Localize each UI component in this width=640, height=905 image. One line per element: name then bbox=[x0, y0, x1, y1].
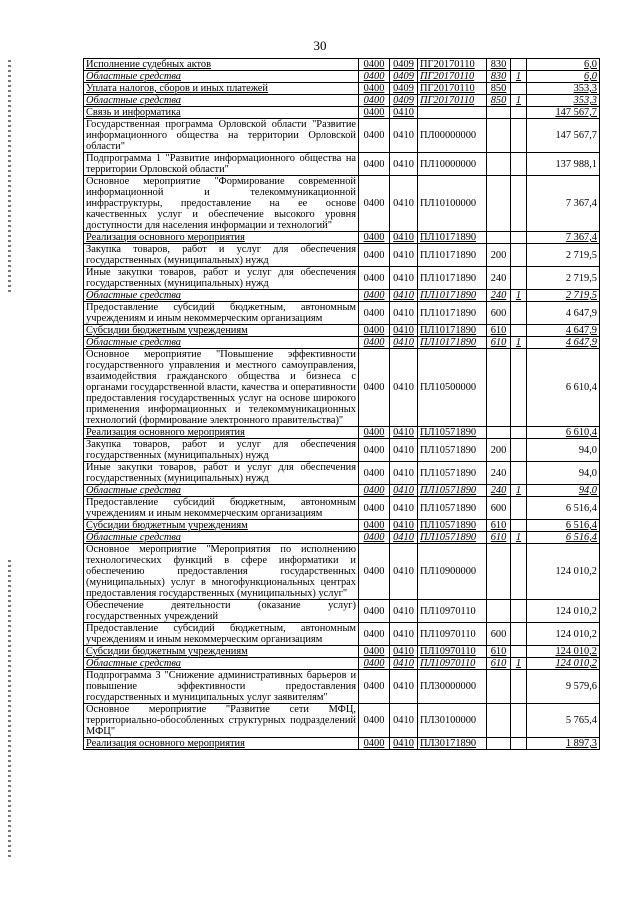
section-code: 0400 bbox=[359, 623, 390, 646]
table-row bbox=[84, 544, 600, 600]
subsection-code: 0410 bbox=[390, 119, 418, 153]
section-code: 0400 bbox=[359, 544, 390, 600]
target-article-code: ПЛ10171890 bbox=[418, 232, 487, 244]
subsection-code: 0409 bbox=[390, 83, 418, 95]
funding-source-code: 1 bbox=[511, 485, 527, 497]
target-article-code: ПЛ10171890 bbox=[418, 290, 487, 302]
table-row bbox=[84, 59, 600, 71]
subsection-code: 0410 bbox=[390, 439, 418, 462]
row-description: Уплата налогов, сборов и иных платежей bbox=[84, 83, 359, 95]
amount: 147 567,7 bbox=[527, 107, 600, 119]
subsection-code: 0410 bbox=[390, 600, 418, 623]
amount: 147 567,7 bbox=[527, 119, 600, 153]
table-row bbox=[84, 738, 600, 750]
row-description: Основное мероприятие "Мероприятия по исполнению технологических функций в сфере информатики и обеспечению предоставления государственных (муниципальных) услуг в многофункциональных центрах предоставления государственных (муниципальных) услуг" bbox=[84, 544, 359, 600]
subsection-code: 0410 bbox=[390, 520, 418, 532]
target-article-code: ПЛ10970110 bbox=[418, 600, 487, 623]
amount: 7 367,4 bbox=[527, 176, 600, 232]
row-description: Областные средства bbox=[84, 95, 359, 107]
table-row bbox=[84, 439, 600, 462]
expense-type-code bbox=[487, 107, 511, 119]
expense-type-code bbox=[487, 176, 511, 232]
amount: 6,0 bbox=[527, 71, 600, 83]
row-description: Предоставление субсидий бюджетным, автономным учреждениям и иным некоммерческим организациям bbox=[84, 302, 359, 325]
target-article-code: ПЛ10571890 bbox=[418, 532, 487, 544]
funding-source-code: 1 bbox=[511, 95, 527, 107]
target-article-code: ПГ20170110 bbox=[418, 95, 487, 107]
row-description: Областные средства bbox=[84, 532, 359, 544]
row-description: Реализация основного мероприятия bbox=[84, 738, 359, 750]
amount: 353,3 bbox=[527, 95, 600, 107]
subsection-code: 0409 bbox=[390, 59, 418, 71]
section-code: 0400 bbox=[359, 244, 390, 267]
page-number: 30 bbox=[313, 38, 327, 53]
target-article-code: ПЛ10171890 bbox=[418, 325, 487, 337]
expense-type-code: 610 bbox=[487, 325, 511, 337]
expense-type-code: 610 bbox=[487, 532, 511, 544]
row-description: Обеспечение деятельности (оказание услуг) государственных учреждений bbox=[84, 600, 359, 623]
funding-source-code bbox=[511, 497, 527, 520]
funding-source-code bbox=[511, 520, 527, 532]
funding-source-code bbox=[511, 349, 527, 427]
target-article-code: ПЛ30100000 bbox=[418, 704, 487, 738]
row-description: Областные средства bbox=[84, 485, 359, 497]
amount: 4 647,9 bbox=[527, 337, 600, 349]
funding-source-code bbox=[511, 232, 527, 244]
expense-type-code bbox=[487, 427, 511, 439]
funding-source-code: 1 bbox=[511, 337, 527, 349]
table-row bbox=[84, 119, 600, 153]
section-code: 0400 bbox=[359, 290, 390, 302]
table-row bbox=[84, 176, 600, 232]
section-code: 0400 bbox=[359, 176, 390, 232]
expense-type-code: 600 bbox=[487, 623, 511, 646]
expense-type-code: 610 bbox=[487, 646, 511, 658]
amount: 2 719,5 bbox=[527, 244, 600, 267]
funding-source-code: 1 bbox=[511, 658, 527, 670]
expense-type-code bbox=[487, 738, 511, 750]
section-code: 0400 bbox=[359, 337, 390, 349]
section-code: 0400 bbox=[359, 670, 390, 704]
funding-source-code bbox=[511, 738, 527, 750]
section-code: 0400 bbox=[359, 646, 390, 658]
expense-type-code: 610 bbox=[487, 658, 511, 670]
amount: 94,0 bbox=[527, 439, 600, 462]
expense-type-code: 240 bbox=[487, 462, 511, 485]
subsection-code: 0410 bbox=[390, 658, 418, 670]
table-row bbox=[84, 302, 600, 325]
amount: 6 516,4 bbox=[527, 520, 600, 532]
section-code: 0400 bbox=[359, 107, 390, 119]
section-code: 0400 bbox=[359, 267, 390, 290]
expense-type-code: 200 bbox=[487, 439, 511, 462]
target-article-code: ПЛ10571890 bbox=[418, 427, 487, 439]
target-article-code: ПЛ10970110 bbox=[418, 623, 487, 646]
amount: 124 010,2 bbox=[527, 623, 600, 646]
target-article-code: ПЛ30171890 bbox=[418, 738, 487, 750]
table-row bbox=[84, 427, 600, 439]
section-code: 0400 bbox=[359, 497, 390, 520]
expense-type-code bbox=[487, 349, 511, 427]
target-article-code: ПЛ10571890 bbox=[418, 497, 487, 520]
section-code: 0400 bbox=[359, 349, 390, 427]
table-row bbox=[84, 71, 600, 83]
section-code: 0400 bbox=[359, 119, 390, 153]
target-article-code: ПЛ10100000 bbox=[418, 176, 487, 232]
section-code: 0400 bbox=[359, 95, 390, 107]
row-description: Иные закупки товаров, работ и услуг для обеспечения государственных (муниципальных) нужд bbox=[84, 267, 359, 290]
subsection-code: 0409 bbox=[390, 95, 418, 107]
expense-type-code: 830 bbox=[487, 71, 511, 83]
section-code: 0400 bbox=[359, 325, 390, 337]
section-code: 0400 bbox=[359, 83, 390, 95]
funding-source-code: 1 bbox=[511, 71, 527, 83]
funding-source-code bbox=[511, 83, 527, 95]
subsection-code: 0410 bbox=[390, 623, 418, 646]
row-description: Основное мероприятие "Формирование современной информационной и телекоммуникационной инфраструктуры, предоставление на ее основе качественных услуг и обеспечение высокого уровня доступности для населения информации и технологий" bbox=[84, 176, 359, 232]
budget-table-body bbox=[84, 59, 600, 750]
expense-type-code: 850 bbox=[487, 83, 511, 95]
section-code: 0400 bbox=[359, 485, 390, 497]
binding-mark bbox=[8, 560, 11, 860]
target-article-code: ПЛ00000000 bbox=[418, 119, 487, 153]
target-article-code: ПЛ10571890 bbox=[418, 439, 487, 462]
amount: 124 010,2 bbox=[527, 646, 600, 658]
table-row bbox=[84, 623, 600, 646]
subsection-code: 0410 bbox=[390, 646, 418, 658]
target-article-code: ПЛ10571890 bbox=[418, 520, 487, 532]
row-description: Областные средства bbox=[84, 658, 359, 670]
table-row bbox=[84, 520, 600, 532]
subsection-code: 0410 bbox=[390, 349, 418, 427]
subsection-code: 0410 bbox=[390, 244, 418, 267]
subsection-code: 0410 bbox=[390, 427, 418, 439]
expense-type-code bbox=[487, 119, 511, 153]
subsection-code: 0409 bbox=[390, 71, 418, 83]
expense-type-code: 600 bbox=[487, 497, 511, 520]
subsection-code: 0410 bbox=[390, 302, 418, 325]
target-article-code: ПЛ10900000 bbox=[418, 544, 487, 600]
target-article-code: ПЛ10970110 bbox=[418, 646, 487, 658]
table-row bbox=[84, 532, 600, 544]
target-article-code: ПГ20170110 bbox=[418, 59, 487, 71]
target-article-code: ПЛ10500000 bbox=[418, 349, 487, 427]
amount: 2 719,5 bbox=[527, 290, 600, 302]
section-code: 0400 bbox=[359, 658, 390, 670]
section-code: 0400 bbox=[359, 532, 390, 544]
row-description: Предоставление субсидий бюджетным, автономным учреждениям и иным некоммерческим организациям bbox=[84, 497, 359, 520]
section-code: 0400 bbox=[359, 520, 390, 532]
amount: 353,3 bbox=[527, 83, 600, 95]
row-description: Субсидии бюджетным учреждениям bbox=[84, 646, 359, 658]
section-code: 0400 bbox=[359, 462, 390, 485]
section-code: 0400 bbox=[359, 59, 390, 71]
expense-type-code bbox=[487, 232, 511, 244]
subsection-code: 0410 bbox=[390, 670, 418, 704]
row-description: Областные средства bbox=[84, 290, 359, 302]
expense-type-code bbox=[487, 704, 511, 738]
funding-source-code bbox=[511, 439, 527, 462]
amount: 124 010,2 bbox=[527, 600, 600, 623]
row-description: Подпрограмма 3 "Снижение административных барьеров и повышение эффективности предоставления государственных и муниципальных услуг заявителям" bbox=[84, 670, 359, 704]
amount: 7 367,4 bbox=[527, 232, 600, 244]
section-code: 0400 bbox=[359, 439, 390, 462]
subsection-code: 0410 bbox=[390, 532, 418, 544]
subsection-code: 0410 bbox=[390, 176, 418, 232]
row-description: Подпрограмма 1 "Развитие информационного общества на территории Орловской области" bbox=[84, 153, 359, 176]
section-code: 0400 bbox=[359, 153, 390, 176]
row-description: Субсидии бюджетным учреждениям bbox=[84, 520, 359, 532]
target-article-code: ПЛ10000000 bbox=[418, 153, 487, 176]
expense-type-code: 200 bbox=[487, 244, 511, 267]
row-description: Государственная программа Орловской области "Развитие информационного общества на территории Орловской области" bbox=[84, 119, 359, 153]
amount: 6 516,4 bbox=[527, 532, 600, 544]
subsection-code: 0410 bbox=[390, 497, 418, 520]
table-row bbox=[84, 290, 600, 302]
funding-source-code bbox=[511, 544, 527, 600]
row-description: Предоставление субсидий бюджетным, автономным учреждениям и иным некоммерческим организациям bbox=[84, 623, 359, 646]
target-article-code: ПЛ10571890 bbox=[418, 485, 487, 497]
funding-source-code: 1 bbox=[511, 290, 527, 302]
budget-table bbox=[83, 58, 600, 750]
table-row bbox=[84, 244, 600, 267]
row-description: Субсидии бюджетным учреждениям bbox=[84, 325, 359, 337]
table-row bbox=[84, 670, 600, 704]
expense-type-code: 240 bbox=[487, 267, 511, 290]
target-article-code: ПЛ10171890 bbox=[418, 244, 487, 267]
subsection-code: 0410 bbox=[390, 485, 418, 497]
section-code: 0400 bbox=[359, 704, 390, 738]
row-description: Областные средства bbox=[84, 337, 359, 349]
target-article-code: ПГ20170110 bbox=[418, 71, 487, 83]
table-row bbox=[84, 153, 600, 176]
amount: 124 010,2 bbox=[527, 658, 600, 670]
subsection-code: 0410 bbox=[390, 704, 418, 738]
table-row bbox=[84, 349, 600, 427]
amount: 4 647,9 bbox=[527, 302, 600, 325]
subsection-code: 0410 bbox=[390, 267, 418, 290]
amount: 6 516,4 bbox=[527, 497, 600, 520]
target-article-code: ПГ20170110 bbox=[418, 83, 487, 95]
section-code: 0400 bbox=[359, 600, 390, 623]
amount: 6,0 bbox=[527, 59, 600, 71]
table-row bbox=[84, 704, 600, 738]
table-row bbox=[84, 337, 600, 349]
subsection-code: 0410 bbox=[390, 544, 418, 600]
funding-source-code bbox=[511, 646, 527, 658]
funding-source-code bbox=[511, 267, 527, 290]
table-row bbox=[84, 232, 600, 244]
funding-source-code bbox=[511, 325, 527, 337]
table-row bbox=[84, 462, 600, 485]
row-description: Реализация основного мероприятия bbox=[84, 427, 359, 439]
subsection-code: 0410 bbox=[390, 153, 418, 176]
row-description: Областные средства bbox=[84, 71, 359, 83]
section-code: 0400 bbox=[359, 427, 390, 439]
row-description: Основное мероприятие "Развитие сети МФЦ, территориально-обособленных структурных подразделений МФЦ" bbox=[84, 704, 359, 738]
funding-source-code bbox=[511, 244, 527, 267]
expense-type-code bbox=[487, 153, 511, 176]
subsection-code: 0410 bbox=[390, 337, 418, 349]
table-row bbox=[84, 646, 600, 658]
expense-type-code: 240 bbox=[487, 485, 511, 497]
row-description: Иные закупки товаров, работ и услуг для обеспечения государственных (муниципальных) нужд bbox=[84, 462, 359, 485]
table-row bbox=[84, 325, 600, 337]
row-description: Основное мероприятие "Повышение эффективности государственного управления и местного самоуправления, взаимодействия гражданского общества и бизнеса с органами государственной власти, качества и оперативности предоставления государственных услуг на основе широкого применения информационных и телекоммуникационных технологий (формирование электронного правительства)" bbox=[84, 349, 359, 427]
amount: 1 897,3 bbox=[527, 738, 600, 750]
row-description: Связь и информатика bbox=[84, 107, 359, 119]
target-article-code: ПЛ10571890 bbox=[418, 462, 487, 485]
amount: 137 988,1 bbox=[527, 153, 600, 176]
expense-type-code bbox=[487, 670, 511, 704]
subsection-code: 0410 bbox=[390, 462, 418, 485]
expense-type-code bbox=[487, 544, 511, 600]
row-description: Исполнение судебных актов bbox=[84, 59, 359, 71]
funding-source-code bbox=[511, 670, 527, 704]
row-description: Закупка товаров, работ и услуг для обеспечения государственных (муниципальных) нужд bbox=[84, 439, 359, 462]
expense-type-code: 610 bbox=[487, 520, 511, 532]
subsection-code: 0410 bbox=[390, 232, 418, 244]
amount: 124 010,2 bbox=[527, 544, 600, 600]
amount: 5 765,4 bbox=[527, 704, 600, 738]
amount: 6 610,4 bbox=[527, 349, 600, 427]
table-row bbox=[84, 600, 600, 623]
target-article-code: ПЛ10171890 bbox=[418, 337, 487, 349]
expense-type-code: 830 bbox=[487, 59, 511, 71]
section-code: 0400 bbox=[359, 302, 390, 325]
funding-source-code: 1 bbox=[511, 532, 527, 544]
amount: 6 610,4 bbox=[527, 427, 600, 439]
funding-source-code bbox=[511, 623, 527, 646]
funding-source-code bbox=[511, 462, 527, 485]
funding-source-code bbox=[511, 59, 527, 71]
row-description: Закупка товаров, работ и услуг для обеспечения государственных (муниципальных) нужд bbox=[84, 244, 359, 267]
expense-type-code: 850 bbox=[487, 95, 511, 107]
row-description: Реализация основного мероприятия bbox=[84, 232, 359, 244]
funding-source-code bbox=[511, 427, 527, 439]
section-code: 0400 bbox=[359, 232, 390, 244]
expense-type-code bbox=[487, 600, 511, 623]
table-row bbox=[84, 658, 600, 670]
funding-source-code bbox=[511, 704, 527, 738]
amount: 94,0 bbox=[527, 462, 600, 485]
table-row bbox=[84, 267, 600, 290]
amount: 9 579,6 bbox=[527, 670, 600, 704]
table-row bbox=[84, 107, 600, 119]
target-article-code: ПЛ10970110 bbox=[418, 658, 487, 670]
expense-type-code: 610 bbox=[487, 337, 511, 349]
amount: 4 647,9 bbox=[527, 325, 600, 337]
subsection-code: 0410 bbox=[390, 738, 418, 750]
section-code: 0400 bbox=[359, 71, 390, 83]
expense-type-code: 240 bbox=[487, 290, 511, 302]
table-row bbox=[84, 95, 600, 107]
funding-source-code bbox=[511, 119, 527, 153]
subsection-code: 0410 bbox=[390, 325, 418, 337]
amount: 2 719,5 bbox=[527, 267, 600, 290]
section-code: 0400 bbox=[359, 738, 390, 750]
target-article-code: ПЛ30000000 bbox=[418, 670, 487, 704]
funding-source-code bbox=[511, 600, 527, 623]
subsection-code: 0410 bbox=[390, 290, 418, 302]
binding-mark bbox=[8, 60, 11, 292]
funding-source-code bbox=[511, 153, 527, 176]
funding-source-code bbox=[511, 176, 527, 232]
target-article-code bbox=[418, 107, 487, 119]
target-article-code: ПЛ10171890 bbox=[418, 302, 487, 325]
subsection-code: 0410 bbox=[390, 107, 418, 119]
amount: 94,0 bbox=[527, 485, 600, 497]
funding-source-code bbox=[511, 302, 527, 325]
table-row bbox=[84, 497, 600, 520]
expense-type-code: 600 bbox=[487, 302, 511, 325]
target-article-code: ПЛ10171890 bbox=[418, 267, 487, 290]
table-row bbox=[84, 83, 600, 95]
table-row bbox=[84, 485, 600, 497]
funding-source-code bbox=[511, 107, 527, 119]
